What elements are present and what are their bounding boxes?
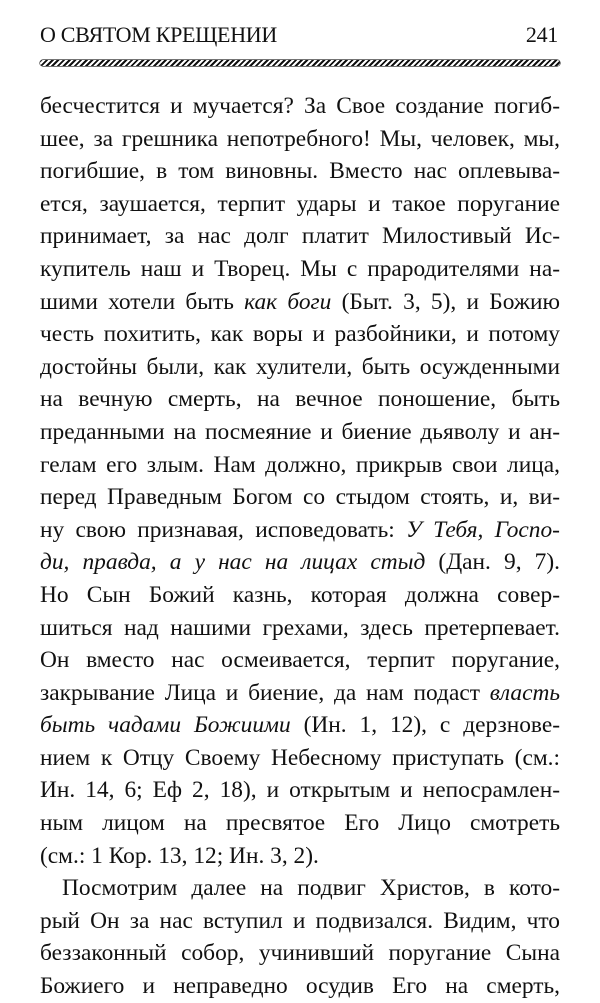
text-line: погибшие, в том виновны. Вместо нас оплевыва-	[40, 158, 560, 185]
text-line: достойны были, как хулители, быть осужденными	[40, 353, 560, 380]
scripture-quote: власть	[489, 679, 560, 706]
text-line: беззаконный собор, учинивший поругание Сына	[40, 940, 560, 967]
text-line: ным лицом на пресвятое Его Лицо смотреть	[40, 810, 560, 837]
text-line: нием к Отцу Своему Небесному приступать (см.:	[40, 744, 560, 771]
text-line: ется, заушается, терпит удары и такое поругание	[40, 190, 560, 217]
text-line: ну свою признавая, исповедовать: У Тебя, Госпо-	[40, 516, 560, 543]
text-line: преданными на посмеяние и биение дьяволу и ан-	[40, 418, 560, 445]
text-line: честь похитить, как воры и разбойники, и потому	[40, 321, 560, 348]
running-title: О СВЯТОМ КРЕЩЕНИИ	[40, 22, 277, 47]
text-line: шиться над нашими грехами, здесь претерпевает.	[40, 614, 560, 641]
text-line: Он вместо нас осмеивается, терпит поругание,	[40, 647, 560, 674]
text-line: Божиего и неправедно осудив Его на смерть,	[40, 973, 560, 1000]
body-text	[40, 90, 560, 1003]
text-line: Но Сын Божий казнь, которая должна совер-	[40, 581, 560, 608]
text-line: рый Он за нас вступил и подвизался. Видим, что	[40, 907, 560, 934]
running-head	[40, 22, 558, 52]
text-line: Ин. 14, 6; Еф 2, 18), и открытым и непосрамлен-	[40, 777, 560, 804]
scripture-quote: быть чадами Божиими	[40, 712, 291, 739]
text-line: ди, правда, а у нас на лицах стыд (Дан. 9, 7).	[40, 549, 560, 576]
text-line: шими хотели быть как боги (Быт. 3, 5), и Божию	[40, 288, 560, 315]
scripture-quote: ди, правда, а у нас на лицах стыд	[40, 549, 426, 576]
page-number: 241	[525, 22, 558, 47]
text-line: бесчестится и мучается? За Свое создание погиб-	[40, 93, 560, 119]
text-line-paragraph-start: Посмотрим далее на подвиг Христов, в кото-	[62, 875, 560, 902]
text-line-paragraph-end: (см.: 1 Кор. 13, 12; Ин. 3, 2).	[40, 842, 319, 869]
text-line: принимает, за нас долг платит Милостивый Ис-	[40, 223, 560, 250]
text-line: на вечную смерть, на вечное поношение, быть	[40, 386, 560, 413]
scripture-quote: У Тебя, Госпо-	[406, 516, 560, 543]
text-line: гелам его злым. Нам должно, прикрыв свои лица,	[40, 451, 560, 478]
text-line: перед Праведным Богом со стыдом стоять, и, ви-	[40, 484, 560, 511]
decorative-rope-rule	[40, 60, 560, 66]
text-line: быть чадами Божиими (Ин. 1, 12), с дерзнове-	[40, 712, 560, 739]
text-line: купитель наш и Творец. Мы с прародителями на-	[40, 255, 560, 282]
scripture-quote: как боги	[244, 288, 332, 315]
text-line: шее, за грешника непотребного! Мы, человек, мы,	[40, 125, 560, 152]
text-line: закрывание Лица и биение, да нам подаст власть	[40, 679, 560, 706]
